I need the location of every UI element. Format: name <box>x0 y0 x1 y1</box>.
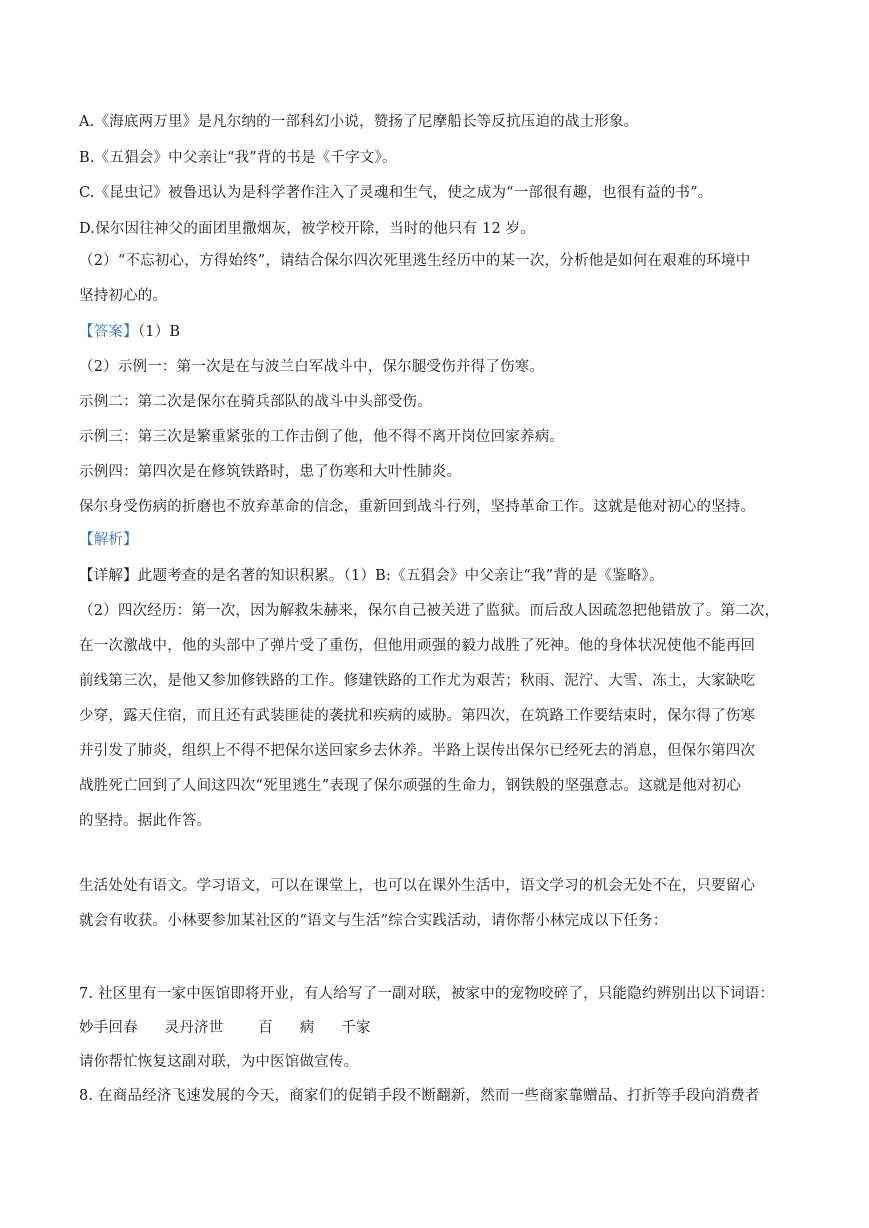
analysis-paragraph-line: （2）四次经历：第一次，因为解救朱赫来，保尔自己被关进了监狱。而后敌人因疏忽把他错放了。第二次， <box>79 603 780 619</box>
question-2-line-1: （2）“不忘初心，方得始终”，请结合保尔四次死里逃生经历中的某一次，分析他是如何在艰难的环境中 <box>79 253 751 269</box>
option-c: C.《昆虫记》被鲁迅认为是科学著作注入了灵魂和生气，使之成为“一部很有趣，也很有益的书”。 <box>79 185 713 201</box>
analysis-paragraph-line: 的坚持。据此作答。 <box>79 813 212 829</box>
question-7-line-3: 请你帮忙恢复这副对联，为中医馆做宣传。 <box>79 1054 359 1070</box>
option-d: D.保尔因往神父的面团里撒烟灰，被学校开除，当时的他只有 12 岁。 <box>79 221 536 237</box>
analysis-detail <box>79 566 799 586</box>
analysis-paragraph-line: 少穿，露天住宿，而且还有武装匪徒的袭扰和疾病的威胁。第四次，在筑路工作要结束时，保尔得了伤寒 <box>79 708 756 724</box>
intro-line-1: 生活处处有语文。学习语文，可以在课堂上，也可以在课外生活中，语文学习的机会无处不在，只要留心 <box>79 878 756 894</box>
detail-text: 此题考查的是名著的知识积累。（1）B:《五猖会》中父亲让“我”背的是《鉴略》。 <box>137 568 664 584</box>
couplet-word: 病 <box>299 1020 315 1036</box>
option-a: A.《海底两万里》是凡尔纳的一部科幻小说，赞扬了尼摩船长等反抗压迫的战士形象。 <box>79 114 639 130</box>
analysis-paragraph-line: 并引发了肺炎，组织上不得不把保尔送回家乡去休养。半路上误传出保尔已经死去的消息，但保尔第四次 <box>79 743 756 759</box>
analysis-paragraph-line: 在一次激战中，他的头部中了弹片受了重伤，但他用顽强的毅力战胜了死神。他的身体状况使他不能再回 <box>79 638 756 654</box>
answer-example-1: （2）示例一：第一次是在与波兰白军战斗中，保尔腿受伤并得了伤寒。 <box>79 359 545 375</box>
couplet-word: 妙手回春 <box>79 1020 138 1036</box>
analysis-tag: 【解析】 <box>79 532 138 548</box>
couplet-word: 灵丹济世 <box>164 1020 224 1036</box>
analysis-paragraph-line: 战胜死亡回到了人间这四次“死里逃生”表现了保尔顽强的生命力，钢铁般的坚强意志。这就是他对初心 <box>79 778 742 794</box>
answer-example-3: 示例三：第三次是繁重紧张的工作击倒了他，他不得不离开岗位回家养病。 <box>79 429 565 445</box>
question-2-line-2: 坚持初心的。 <box>79 288 168 304</box>
intro-line-2: 就会有收获。小林要参加某社区的“语文与生活”综合实践活动，请你帮小林完成以下任务： <box>79 913 668 929</box>
question-8-line-1: 8. 在商品经济飞速发展的今天，商家们的促销手段不断翻新，然而一些商家靠赠品、打折等手段向消费者 <box>79 1088 760 1104</box>
answer-example-4: 示例四：第四次是在修筑铁路时，患了伤寒和大叶性肺炎。 <box>79 464 462 480</box>
question-7-line-1: 7. 社区里有一家中医馆即将开业，有人给写了一副对联，被家中的宠物咬碎了，只能隐约辨别出以下词语： <box>79 986 775 1002</box>
answer-tag: 【答案】 <box>79 324 138 340</box>
analysis-heading <box>79 530 799 550</box>
couplet-word: 百 <box>258 1020 273 1036</box>
analysis-paragraph-line: 前线第三次，是他又参加修铁路的工作。修建铁路的工作尤为艰苦；秋雨、泥泞、大雪、冻土，大家缺吃 <box>79 673 756 689</box>
answer-text: （1）B <box>137 324 181 340</box>
option-b: B.《五猖会》中父亲让“我”背的书是《千字文》。 <box>79 150 397 166</box>
answer-line <box>79 322 799 342</box>
answer-example-2: 示例二：第二次是保尔在骑兵部队的战斗中头部受伤。 <box>79 394 432 410</box>
answer-summary: 保尔身受伤病的折磨也不放弃革命的信念，重新回到战斗行列，坚持革命工作。这就是他对初心的坚持。 <box>79 499 756 515</box>
question-7-words <box>79 1018 799 1038</box>
couplet-word: 千家 <box>341 1020 371 1036</box>
detail-tag: 【详解】 <box>79 568 138 584</box>
